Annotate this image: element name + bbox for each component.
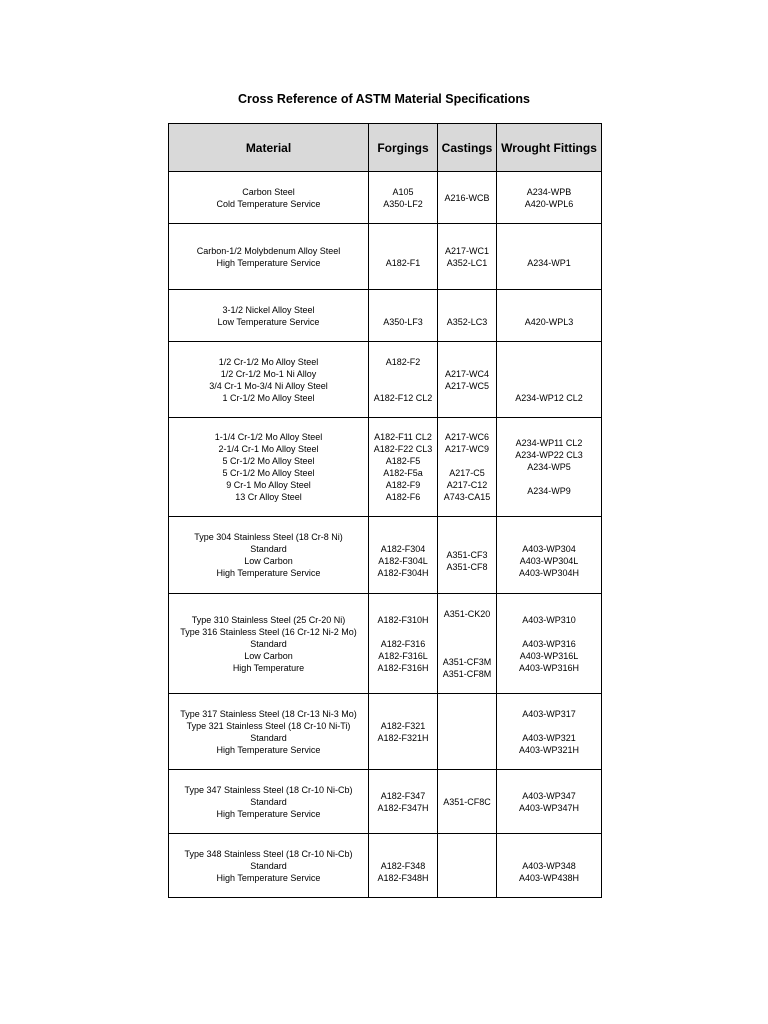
table-row (169, 418, 602, 517)
cell-line: A403-WP304L (519, 556, 579, 566)
table-row (169, 172, 602, 224)
cell-line: A182-F5a (383, 468, 423, 478)
cell-line: A182-F11 CL2 (374, 432, 432, 442)
castings-cell (438, 290, 497, 342)
cell-line: A182-F347H (377, 802, 429, 813)
cell-line: A182-F5 (385, 456, 421, 466)
header-material: Material (169, 124, 369, 172)
table-row (169, 834, 602, 898)
forgings-cell (369, 694, 438, 770)
cell-line: High Temperature Service (216, 257, 321, 268)
castings-cell (438, 770, 497, 834)
material-cell (169, 172, 369, 224)
material-cell (169, 418, 369, 517)
cell-line: A182-F348 (380, 860, 426, 871)
cell-line: 1/2 Cr-1/2 Mo-1 Ni Alloy (220, 368, 317, 379)
cell-line: A351-CF3 (446, 550, 488, 560)
cell-line: 3/4 Cr-1 Mo-3/4 Ni Alloy Steel (209, 380, 328, 391)
cell-line: Low Carbon (244, 556, 293, 566)
cell-line: A182-F304L (378, 556, 428, 566)
cell-line: A743-CA15 (443, 492, 491, 502)
table-row (169, 342, 602, 418)
table-row (169, 517, 602, 594)
cell-line: Standard (250, 796, 287, 807)
table-row (169, 224, 602, 290)
cell-line: Standard (250, 732, 287, 743)
cell-line: A403-WP310 (522, 614, 576, 625)
cell-line: High Temperature Service (216, 808, 321, 819)
material-cell (169, 834, 369, 898)
table-row (169, 694, 602, 770)
cell-line: A182-F304H (377, 568, 429, 578)
wrought-fittings-cell (497, 418, 602, 517)
cell-line: A182-F316H (377, 662, 429, 673)
cell-line: A351-CF8 (446, 562, 488, 572)
cell-line: 2-1/4 Cr-1 Mo Alloy Steel (218, 444, 319, 454)
cell-line: Type 317 Stainless Steel (18 Cr-13 Ni-3 Mo) (180, 708, 357, 719)
cell-line: A182-F310H (377, 614, 429, 625)
cell-line: 9 Cr-1 Mo Alloy Steel (226, 480, 311, 490)
wrought-fittings-cell (497, 594, 602, 694)
castings-cell (438, 224, 497, 290)
cell-line: A182-F347 (380, 790, 426, 801)
cell-line: Type 304 Stainless Steel (18 Cr-8 Ni) (194, 532, 343, 542)
cell-line: Type 310 Stainless Steel (25 Cr-20 Ni) (191, 614, 346, 625)
cell-line: Low Temperature Service (217, 316, 320, 327)
forgings-cell (369, 224, 438, 290)
cell-line: A234-WP9 (527, 486, 571, 496)
table-row (169, 594, 602, 694)
spec-table (168, 123, 602, 898)
material-cell (169, 342, 369, 418)
wrought-fittings-cell (497, 517, 602, 594)
cell-line: A403-WP317 (522, 708, 576, 719)
cell-line: A182-F304 (380, 544, 426, 554)
cell-line: A350-LF2 (383, 198, 423, 209)
cell-line: A234-WP1 (527, 257, 571, 268)
cell-line: A217-WC1 (444, 245, 489, 256)
cell-line: A182-F22 CL3 (373, 444, 433, 454)
table-row (169, 290, 602, 342)
cell-line: A217-WC6 (444, 432, 489, 442)
cell-line: A217-C12 (446, 480, 488, 490)
cell-line: 1-1/4 Cr-1/2 Mo Alloy Steel (214, 432, 323, 442)
cell-line: A182-F316 (380, 638, 426, 649)
cell-line: Standard (250, 638, 287, 649)
cell-line: 3-1/2 Nickel Alloy Steel (222, 304, 315, 315)
forgings-cell (369, 517, 438, 594)
forgings-cell (369, 418, 438, 517)
forgings-cell (369, 834, 438, 898)
cell-line: High Temperature Service (216, 568, 321, 578)
cell-line: A403-WP438H (518, 872, 580, 883)
cell-line: A352-LC3 (446, 316, 488, 327)
cell-line: A403-WP316 (522, 638, 576, 649)
cell-line: Type 316 Stainless Steel (16 Cr-12 Ni-2 Mo) (180, 626, 357, 637)
cell-line: A217-WC9 (444, 444, 489, 454)
cell-line: A182-F348H (377, 872, 429, 883)
cell-line: Low Carbon (244, 650, 293, 661)
cell-line: High Temperature (232, 662, 305, 673)
cell-line: A182-F12 CL2 (373, 392, 433, 403)
cell-line: A182-F6 (385, 492, 421, 502)
cell-line: A403-WP321 (522, 732, 576, 743)
castings-cell (438, 594, 497, 694)
cell-line: A351-CK20 (443, 608, 491, 619)
material-cell (169, 290, 369, 342)
cell-line: Carbon-1/2 Molybdenum Alloy Steel (196, 245, 341, 256)
cell-line: A234-WPB (526, 186, 572, 197)
cell-line: A217-C5 (449, 468, 485, 478)
material-cell (169, 517, 369, 594)
cell-line: A234-WP22 CL3 (515, 450, 583, 460)
castings-cell (438, 418, 497, 517)
cell-line: A420-WPL3 (524, 316, 574, 327)
cell-line: A182-F2 (385, 356, 421, 367)
cell-line: 5 Cr-1/2 Mo Alloy Steel (222, 456, 315, 466)
cell-line: A234-WP12 CL2 (515, 392, 583, 403)
cell-line: High Temperature Service (216, 744, 321, 755)
cell-line: A403-WP348 (522, 860, 576, 871)
cell-line: A216-WCB (444, 192, 490, 203)
wrought-fittings-cell (497, 342, 602, 418)
cell-line: A217-WC4 (444, 368, 489, 379)
material-cell (169, 694, 369, 770)
cell-line: Cold Temperature Service (216, 198, 321, 209)
cell-line: A350-LF3 (383, 316, 423, 327)
table-row (169, 770, 602, 834)
cell-line: A182-F1 (385, 257, 421, 268)
cell-line: A351-CF8C (443, 796, 491, 807)
forgings-cell (369, 342, 438, 418)
wrought-fittings-cell (497, 172, 602, 224)
cell-line: Type 348 Stainless Steel (18 Cr-10 Ni-Cb) (184, 848, 353, 859)
cell-line: Carbon Steel (242, 186, 295, 197)
wrought-fittings-cell (497, 290, 602, 342)
cell-line: A105 (392, 186, 414, 197)
forgings-cell (369, 770, 438, 834)
cell-line: A352-LC1 (446, 257, 488, 268)
wrought-fittings-cell (497, 694, 602, 770)
cell-line: A182-F321 (380, 720, 426, 731)
cell-line: A403-WP347H (518, 802, 580, 813)
cell-line: Standard (250, 860, 287, 871)
cell-line: A234-WP11 CL2 (515, 438, 583, 448)
cell-line: 13 Cr Alloy Steel (235, 492, 302, 502)
forgings-cell (369, 290, 438, 342)
cell-line: A420-WPL6 (524, 198, 574, 209)
cell-line: A182-F9 (385, 480, 421, 490)
cell-line: 1 Cr-1/2 Mo Alloy Steel (222, 392, 315, 403)
castings-cell (438, 172, 497, 224)
header-wrought-fittings: Wrought Fittings (497, 124, 602, 172)
material-cell (169, 770, 369, 834)
cell-line: Type 347 Stainless Steel (18 Cr-10 Ni-Cb) (184, 784, 353, 795)
cell-line: A182-F316L (378, 650, 428, 661)
cell-line: A403-WP316L (519, 650, 579, 661)
castings-cell (438, 834, 497, 898)
forgings-cell (369, 594, 438, 694)
cell-line: A234-WP5 (527, 462, 571, 472)
wrought-fittings-cell (497, 770, 602, 834)
cell-line: A403-WP347 (522, 790, 576, 801)
material-cell (169, 224, 369, 290)
cell-line: Standard (250, 544, 287, 554)
forgings-cell (369, 172, 438, 224)
cell-line: 1/2 Cr-1/2 Mo Alloy Steel (218, 356, 319, 367)
header-row (169, 124, 602, 172)
document-title: Cross Reference of ASTM Material Specifications (238, 92, 530, 106)
cell-line: A403-WP316H (518, 662, 580, 673)
cell-line: 5 Cr-1/2 Mo Alloy Steel (222, 468, 315, 478)
cell-line: A182-F321H (377, 732, 429, 743)
castings-cell (438, 517, 497, 594)
header-forgings: Forgings (369, 124, 438, 172)
cell-line: Type 321 Stainless Steel (18 Cr-10 Ni-Ti) (186, 720, 351, 731)
cell-line: A403-WP321H (518, 744, 580, 755)
cell-line: A351-CF8M (442, 668, 492, 679)
castings-cell (438, 342, 497, 418)
material-cell (169, 594, 369, 694)
cell-line: A217-WC5 (444, 380, 489, 391)
cell-line: A403-WP304H (518, 568, 580, 578)
castings-cell (438, 694, 497, 770)
wrought-fittings-cell (497, 834, 602, 898)
header-castings: Castings (438, 124, 497, 172)
cell-line: A351-CF3M (442, 656, 492, 667)
cell-line: High Temperature Service (216, 872, 321, 883)
wrought-fittings-cell (497, 224, 602, 290)
cell-line: A403-WP304 (522, 544, 576, 554)
